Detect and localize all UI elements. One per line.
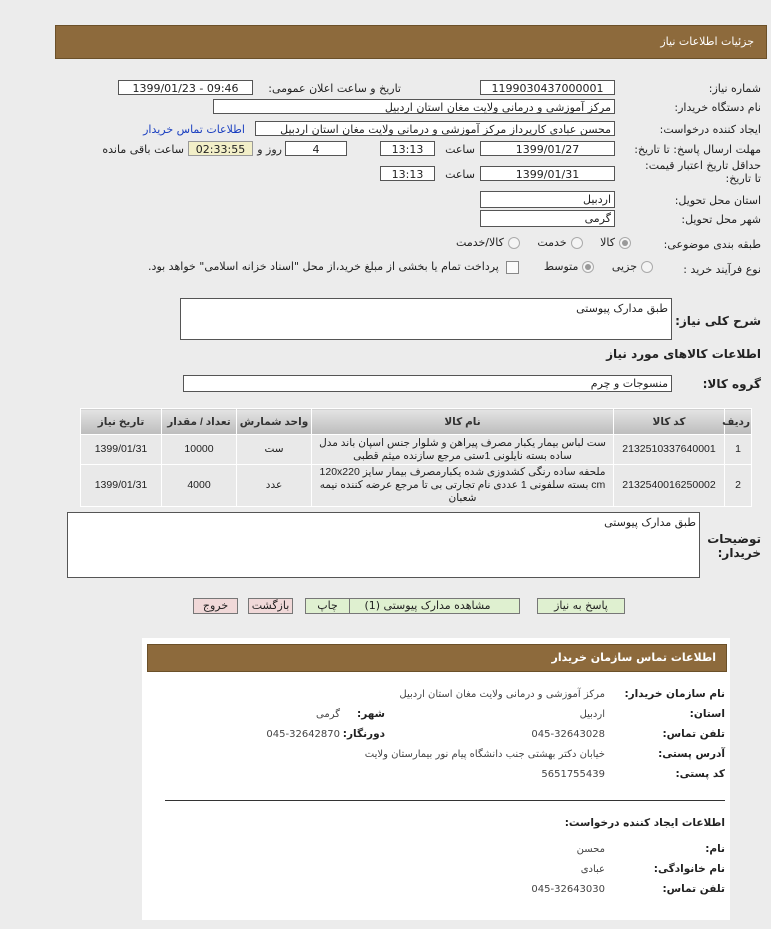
treasury-checkbox[interactable] — [506, 261, 519, 274]
creator-phone-value: 045-32643030 — [531, 884, 605, 895]
name-label: نام: — [705, 843, 725, 855]
city-field: گرمی — [480, 210, 615, 227]
table-row — [81, 435, 752, 465]
remaining-label: ساعت باقی مانده — [102, 143, 184, 156]
fax-value: 045-32642870 — [266, 729, 340, 740]
table-row — [81, 465, 752, 507]
province-value: اردبیل — [579, 709, 605, 720]
creator-field: محسن عبادی کارپرداز مرکز آموزشی و درمانی ولایت مغان استان اردبیل — [255, 121, 615, 136]
need-number-field: 1199030437000001 — [480, 80, 615, 95]
address-label: آدرس پستی: — [658, 748, 725, 760]
city-label: شهر: — [357, 708, 385, 720]
time-label: ساعت — [445, 143, 475, 156]
payment-note: پرداخت تمام یا بخشی از مبلغ خرید،از محل "اسناد خزانه اسلامی" خواهد بود. — [148, 260, 499, 273]
radio-medium[interactable]: متوسط — [544, 260, 595, 273]
postal-value: 5651755439 — [541, 769, 605, 780]
cell-name: ملحفه ساده رنگی کشدوزی شده یکبارمصرف بیمار سایز 120x220 cm بسته سلفونی 1 عددی نام تجارتی بی تا مرجع عرضه کننده نیمه شعبان — [312, 465, 614, 507]
validity-time-field: 13:13 — [380, 166, 435, 181]
family-value: عبادی — [580, 864, 605, 875]
buyer-contact-link[interactable]: اطلاعات تماس خریدار — [143, 123, 245, 136]
postal-label: کد پستی: — [675, 768, 725, 780]
cell-code: 2132540016250002 — [614, 465, 725, 507]
cell-row: 2 — [725, 465, 752, 507]
category-label: طبقه بندی موضوعی: — [663, 238, 761, 251]
divider — [165, 800, 725, 801]
cell-unit: ست — [237, 435, 312, 465]
goods-table — [80, 408, 752, 507]
page-title: جزئیات اطلاعات نیاز — [660, 35, 754, 48]
deadline-date-field: 1399/01/27 — [480, 141, 615, 156]
process-label: نوع فرآیند خرید : — [683, 263, 761, 276]
city-value: گرمی — [316, 709, 340, 720]
days-label: روز و — [257, 143, 282, 156]
name-value: محسن — [576, 844, 605, 855]
col-qty: تعداد / مقدار — [162, 409, 237, 435]
cell-unit: عدد — [237, 465, 312, 507]
print-button[interactable]: چاپ — [305, 598, 350, 614]
goods-group-field: منسوجات و چرم — [183, 375, 672, 392]
need-number-label: شماره نیاز: — [708, 82, 761, 95]
buyer-field: مرکز آموزشی و درمانی ولایت مغان استان اردبیل — [213, 99, 615, 114]
summary-label: شرح کلی نیاز: — [675, 314, 761, 328]
cell-date: 1399/01/31 — [81, 435, 162, 465]
notes-label: توضیحات خریدار: — [707, 532, 761, 560]
creator-phone-label: تلفن تماس: — [662, 883, 725, 895]
col-row: ردیف — [725, 409, 752, 435]
days-field: 4 — [285, 141, 347, 156]
fax-label: دورنگار: — [342, 728, 385, 740]
province-field: اردبیل — [480, 191, 615, 208]
radio-goods-service[interactable]: کالا/خدمت — [456, 236, 520, 249]
col-name: نام کالا — [312, 409, 614, 435]
validity-label: حداقل تاریخ اعتبار قیمت: تا تاریخ: — [645, 159, 761, 185]
cell-row: 1 — [725, 435, 752, 465]
deadline-time-field: 13:13 — [380, 141, 435, 156]
creator-title: اطلاعات ایجاد کننده درخواست: — [564, 817, 725, 829]
back-button[interactable]: بازگشت — [248, 598, 293, 614]
announce-field: 1399/01/23 - 09:46 — [118, 80, 253, 95]
process-radios — [148, 260, 653, 274]
cell-date: 1399/01/31 — [81, 465, 162, 507]
category-radios — [456, 236, 631, 249]
radio-goods[interactable]: کالا — [600, 236, 631, 249]
col-date: تاریخ نیاز — [81, 409, 162, 435]
cell-qty: 4000 — [162, 465, 237, 507]
goods-table-wrap — [80, 408, 752, 507]
goods-section-title: اطلاعات کالاهای مورد نیاز — [606, 347, 761, 361]
contact-panel — [142, 638, 730, 920]
validity-time-label: ساعت — [445, 168, 475, 181]
radio-minor[interactable]: جزیی — [612, 260, 653, 273]
city-label: شهر محل تحویل: — [681, 213, 761, 226]
address-value: خیابان دکتر بهشتی جنب دانشگاه پیام نور بیمارستان ولایت — [364, 749, 605, 760]
summary-textarea[interactable]: طبق مدارک پیوستی — [180, 298, 672, 340]
exit-button[interactable]: خروج — [193, 598, 238, 614]
creator-label: ایجاد کننده درخواست: — [659, 123, 761, 136]
family-label: نام خانوادگی: — [653, 863, 725, 875]
validity-date-field: 1399/01/31 — [480, 166, 615, 181]
cell-code: 2132510337640001 — [614, 435, 725, 465]
announce-label: تاریخ و ساعت اعلان عمومی: — [268, 82, 401, 95]
goods-group-label: گروه کالا: — [702, 377, 761, 391]
province-label: استان محل تحویل: — [674, 194, 761, 207]
deadline-label: مهلت ارسال پاسخ: تا تاریخ: — [634, 143, 761, 156]
col-unit: واحد شمارش — [237, 409, 312, 435]
phone-label: تلفن تماس: — [662, 728, 725, 740]
cell-qty: 10000 — [162, 435, 237, 465]
col-code: کد کالا — [614, 409, 725, 435]
view-docs-button[interactable]: مشاهده مدارک پیوستی (1) — [335, 598, 520, 614]
reply-button[interactable]: پاسخ به نیاز — [537, 598, 625, 614]
phone-value: 045-32643028 — [531, 729, 605, 740]
radio-service[interactable]: خدمت — [537, 236, 582, 249]
contact-title: اطلاعات تماس سازمان خریدار — [551, 651, 716, 664]
org-label: نام سازمان خریدار: — [624, 688, 725, 700]
remaining-timer: 02:33:55 — [188, 141, 253, 156]
cell-name: ست لباس بیمار یکبار مصرف پیراهن و شلوار جنس اسپان باند مدل ساده بسته نایلونی 1ستی مرجع سازنده میثم قطبی — [312, 435, 614, 465]
buyer-label: نام دستگاه خریدار: — [674, 101, 761, 114]
contact-header — [147, 644, 727, 672]
org-value: مرکز آموزشی و درمانی ولایت مغان استان اردبیل — [399, 689, 605, 700]
page-header — [55, 25, 767, 59]
notes-textarea[interactable]: طبق مدارک پیوستی — [67, 512, 700, 578]
province-label: استان: — [689, 708, 725, 720]
